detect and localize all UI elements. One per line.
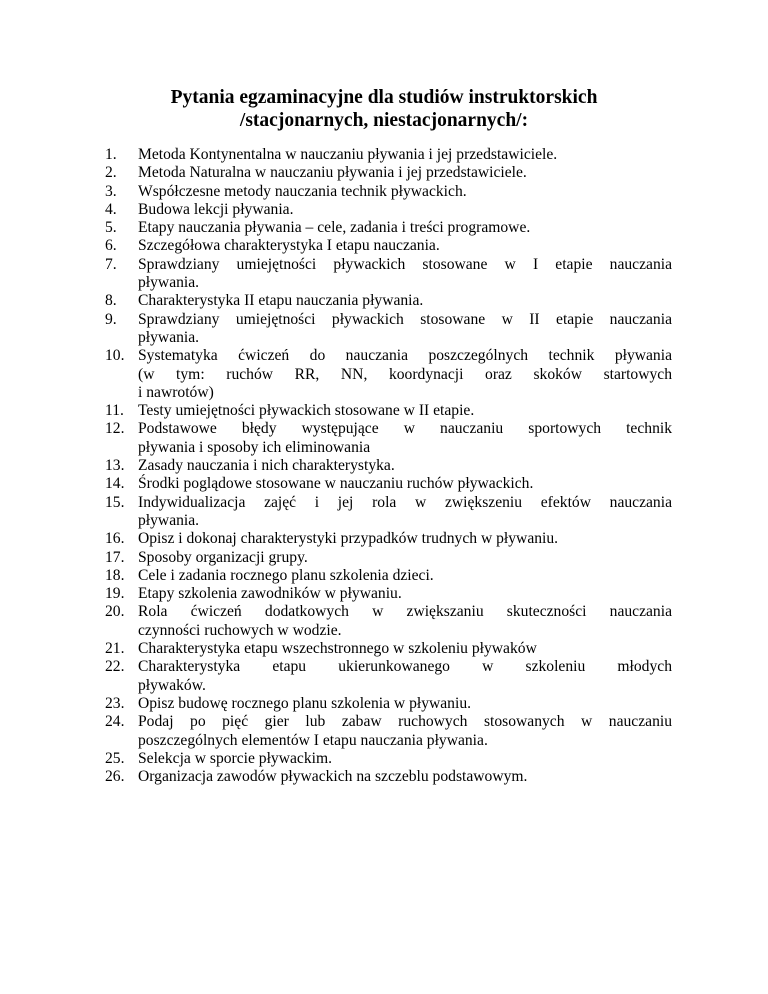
question-text-line: Podaj po pięć gier lub zabaw ruchowych stosowanych w nauczaniu xyxy=(138,713,672,731)
question-item xyxy=(105,713,672,750)
question-item xyxy=(105,347,672,402)
question-item xyxy=(105,640,672,658)
question-item xyxy=(105,603,672,640)
question-number: 4. xyxy=(105,200,117,218)
question-number: 5. xyxy=(105,219,117,237)
question-item xyxy=(105,585,672,603)
question-number: 11. xyxy=(105,402,124,420)
question-item xyxy=(105,768,672,786)
question-text-line: pływania i sposoby ich eliminowania xyxy=(138,438,371,456)
question-text-line: czynności ruchowych w wodzie. xyxy=(138,621,342,639)
question-text-line: Charakterystyka etapu ukierunkowanego w szkoleniu młodych xyxy=(138,658,672,676)
question-text-line: Opisz budowę rocznego planu szkolenia w pływaniu. xyxy=(138,694,472,712)
question-text-line: Szczegółowa charakterystyka I etapu nauczania. xyxy=(138,237,440,255)
question-item xyxy=(105,201,672,219)
question-number: 10. xyxy=(105,347,125,365)
question-number: 6. xyxy=(105,237,117,255)
question-text-line: Sposoby organizacji grupy. xyxy=(138,548,308,566)
question-number: 3. xyxy=(105,182,117,200)
question-text-line: Sprawdziany umiejętności pływackich stosowane w II etapie nauczania xyxy=(138,310,672,328)
title-line-1: Pytania egzaminacyjne dla studiów instruktorskich xyxy=(170,87,598,108)
question-item xyxy=(105,164,672,182)
question-list xyxy=(105,146,672,786)
question-item xyxy=(105,146,672,164)
question-text-line: i nawrotów) xyxy=(138,383,214,401)
question-item xyxy=(105,750,672,768)
question-item xyxy=(105,219,672,237)
question-text-line: Etapy szkolenia zawodników w pływaniu. xyxy=(138,585,402,603)
question-number: 23. xyxy=(105,694,125,712)
question-number: 19. xyxy=(105,585,125,603)
question-number: 24. xyxy=(105,713,125,731)
question-item xyxy=(105,292,672,310)
title-line-2: /stacjonarnych, niestacjonarnych/: xyxy=(239,110,529,131)
question-text-line: Współczesne metody nauczania technik pływackich. xyxy=(138,182,467,200)
question-item xyxy=(105,256,672,293)
question-item xyxy=(105,402,672,420)
question-text-line: Sprawdziany umiejętności pływackich stosowane w I etapie nauczania xyxy=(138,255,672,273)
question-text-line: poszczególnych elementów I etapu nauczania pływania. xyxy=(138,731,488,749)
question-text-line: Podstawowe błędy występujące w nauczaniu sportowych technik xyxy=(138,420,672,438)
question-text-line: (w tym: ruchów RR, NN, koordynacji oraz skoków startowych xyxy=(138,365,672,383)
question-item xyxy=(105,567,672,585)
question-text-line: pływaków. xyxy=(138,676,206,694)
question-item xyxy=(105,183,672,201)
question-text-line: pływania. xyxy=(138,511,200,529)
question-item xyxy=(105,237,672,255)
question-item xyxy=(105,494,672,531)
question-text-line: pływania. xyxy=(138,328,200,346)
question-text-line: Metoda Naturalna w nauczaniu pływania i jej przedstawiciele. xyxy=(138,164,527,182)
question-item xyxy=(105,658,672,695)
question-number: 16. xyxy=(105,530,125,548)
question-text-line: Zasady nauczania i nich charakterystyka. xyxy=(138,457,395,475)
question-text-line: Testy umiejętności pływackich stosowane w II etapie. xyxy=(138,402,475,420)
question-text-line: Organizacja zawodów pływackich na szczeblu podstawowym. xyxy=(138,768,528,786)
question-text-line: Charakterystyka etapu wszechstronnego w szkoleniu pływaków xyxy=(138,640,537,658)
question-number: 1. xyxy=(105,146,117,163)
question-text-line: Indywidualizacja zajęć i jej rola w zwiększeniu efektów nauczania xyxy=(138,493,672,511)
question-item xyxy=(105,311,672,348)
document-title xyxy=(0,86,768,132)
question-number: 14. xyxy=(105,475,125,493)
question-item xyxy=(105,420,672,457)
question-text-line: Charakterystyka II etapu nauczania pływania. xyxy=(138,292,424,310)
question-number: 9. xyxy=(105,310,117,328)
question-number: 18. xyxy=(105,566,125,584)
question-number: 12. xyxy=(105,420,125,438)
question-number: 8. xyxy=(105,292,117,310)
question-number: 21. xyxy=(105,640,125,658)
question-item xyxy=(105,695,672,713)
question-text-line: Cele i zadania rocznego planu szkolenia dzieci. xyxy=(138,566,434,584)
question-item xyxy=(105,457,672,475)
question-text-line: Etapy nauczania pływania – cele, zadania i treści programowe. xyxy=(138,219,531,237)
question-item xyxy=(105,530,672,548)
question-number: 26. xyxy=(105,768,125,786)
question-text-line: Systematyka ćwiczeń do nauczania poszczególnych technik pływania xyxy=(138,347,672,365)
question-text-line: Opisz i dokonaj charakterystyki przypadków trudnych w pływaniu. xyxy=(138,530,559,548)
question-text-line: Środki poglądowe stosowane w nauczaniu ruchów pływackich. xyxy=(138,475,534,493)
question-text-line: Rola ćwiczeń dodatkowych w zwiększaniu skuteczności nauczania xyxy=(138,603,672,621)
question-number: 7. xyxy=(105,255,117,273)
question-number: 13. xyxy=(105,457,125,475)
question-number: 25. xyxy=(105,749,125,767)
question-item xyxy=(105,475,672,493)
question-text-line: Budowa lekcji pływania. xyxy=(138,200,294,218)
question-number: 15. xyxy=(105,493,125,511)
question-number: 17. xyxy=(105,548,125,566)
question-number: 22. xyxy=(105,658,125,676)
question-number: 20. xyxy=(105,603,125,621)
question-text-line: Selekcja w sporcie pływackim. xyxy=(138,749,332,767)
question-number: 2. xyxy=(105,164,117,182)
question-text-line: pływania. xyxy=(138,274,200,292)
question-item xyxy=(105,549,672,567)
question-text-line: Metoda Kontynentalna w nauczaniu pływania i jej przedstawiciele. xyxy=(138,146,558,163)
